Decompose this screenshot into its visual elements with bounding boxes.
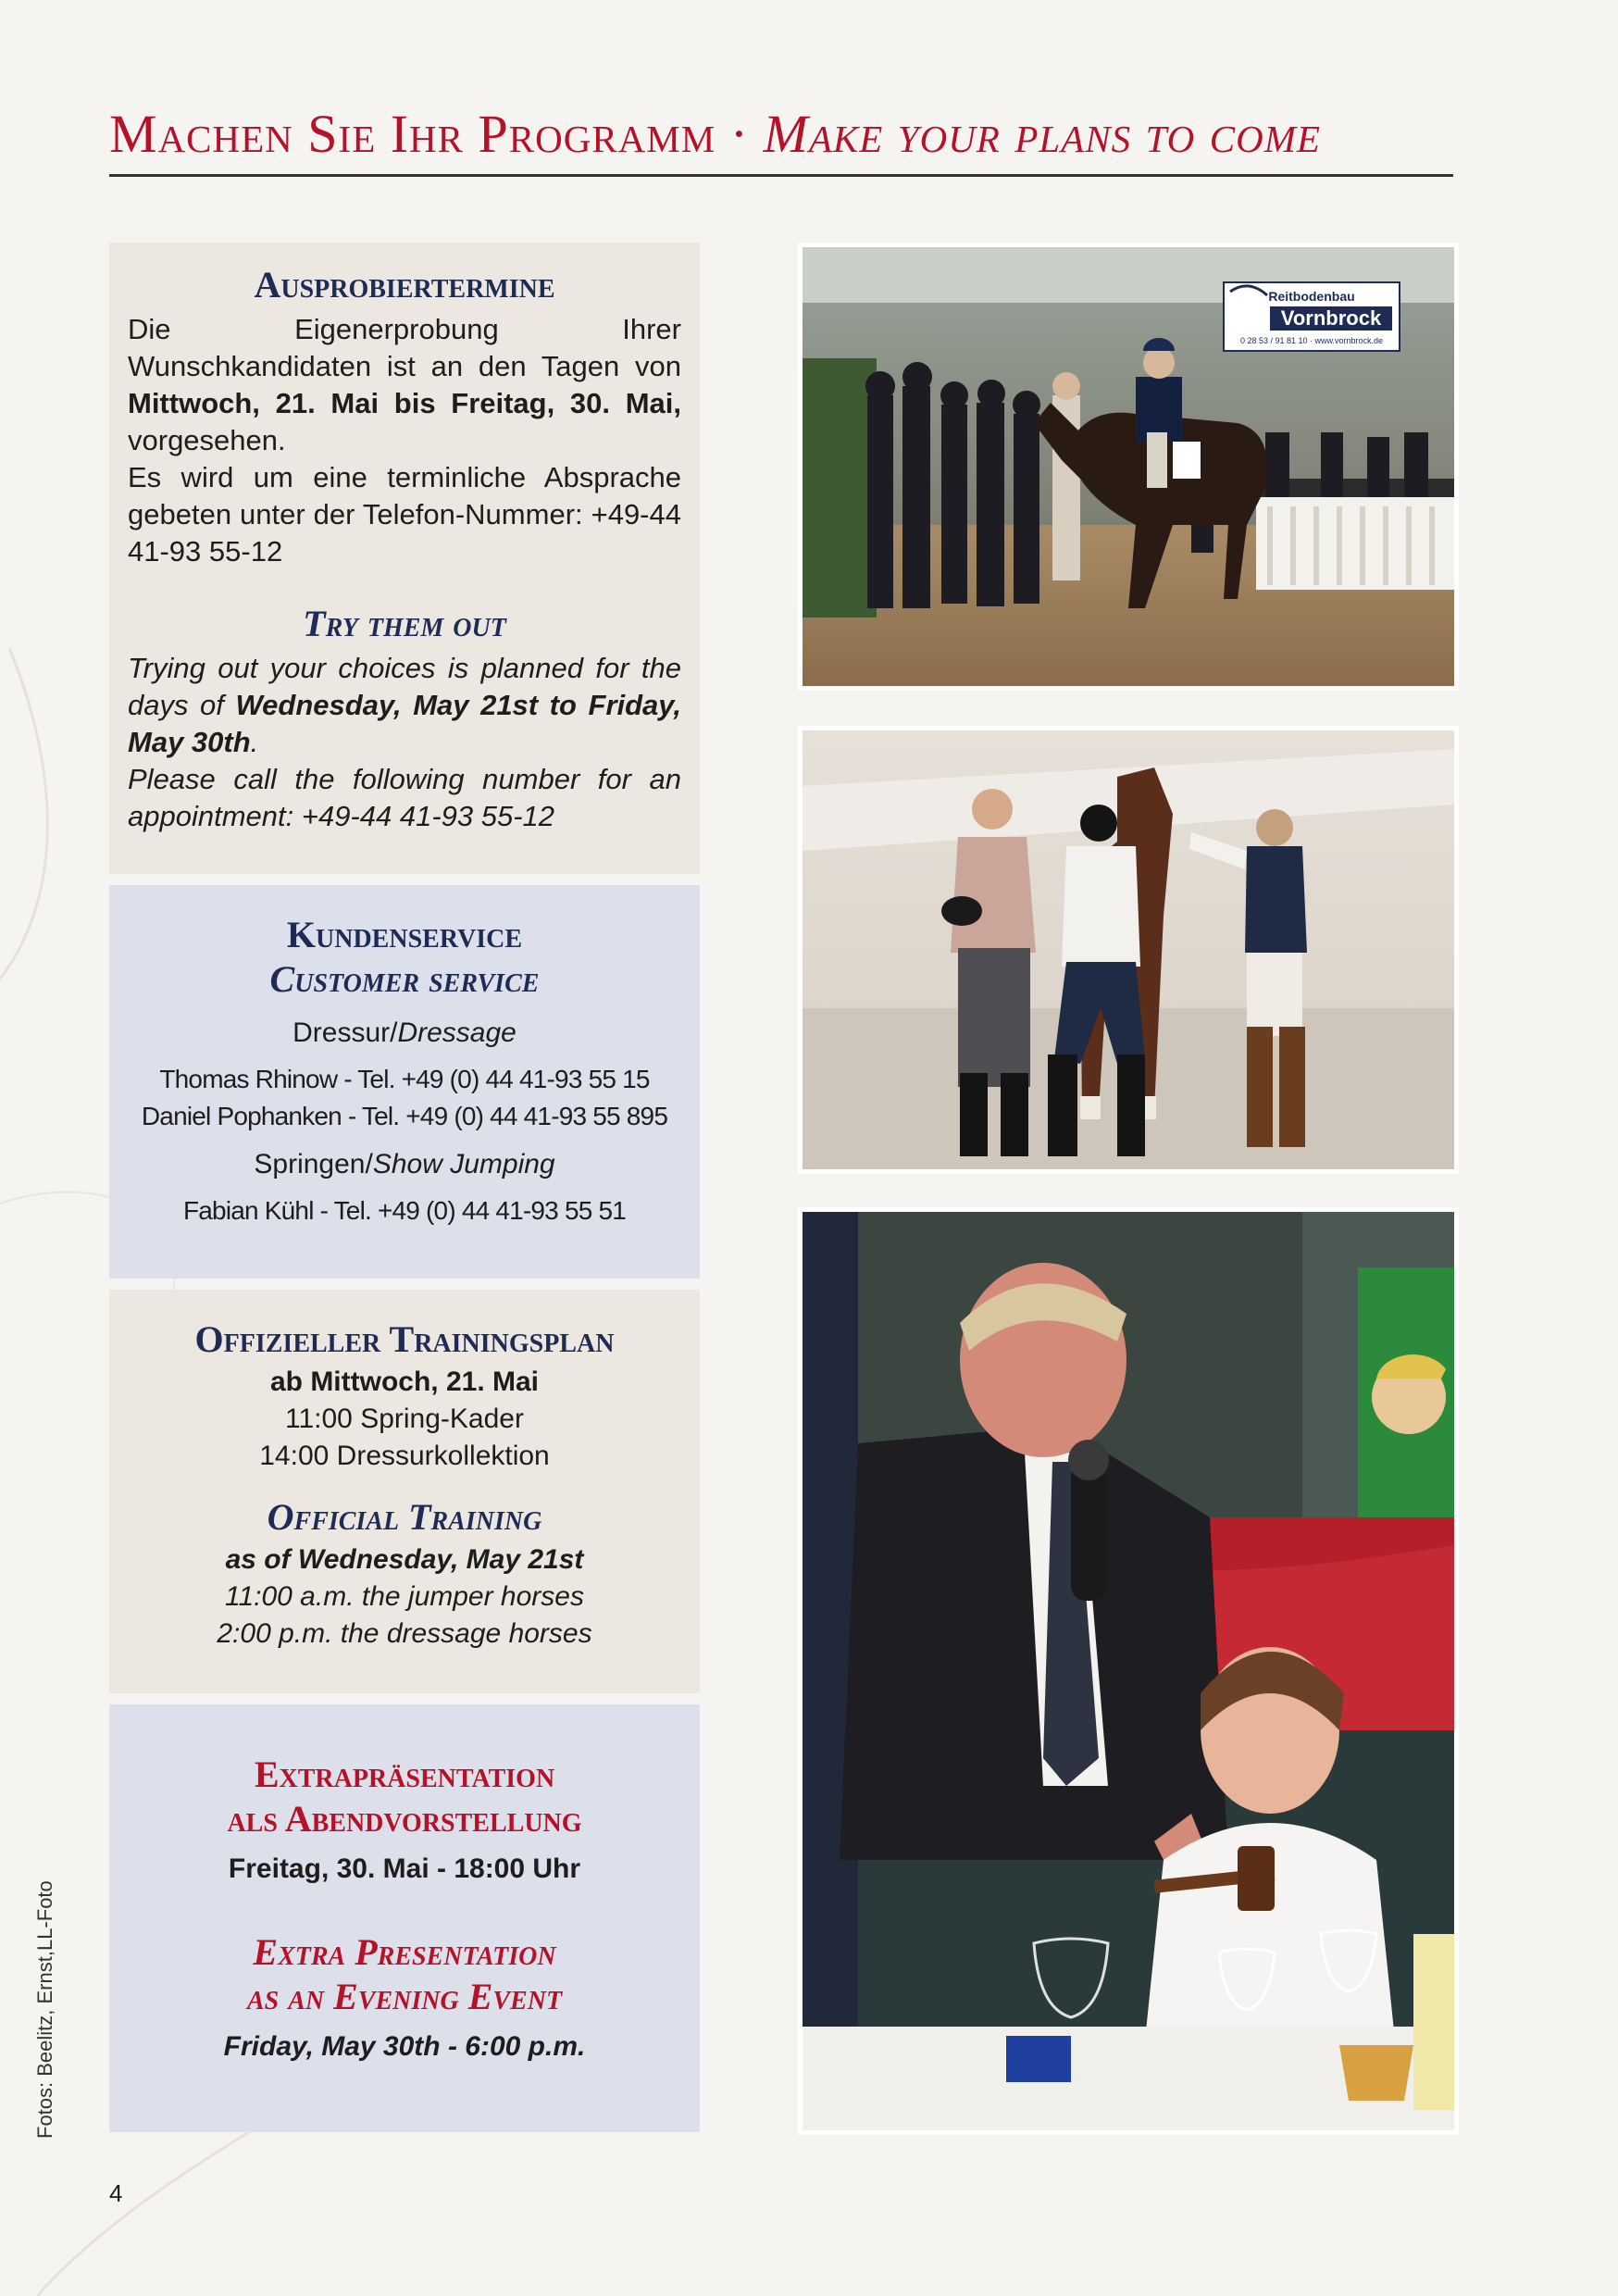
tryout-en-2: . bbox=[250, 726, 259, 758]
extra-heading-english-1: Extra Presentation bbox=[253, 1931, 556, 1973]
banner-brand-text: Vornbrock bbox=[1280, 306, 1382, 330]
training-heading-german: Offizieller Trainingsplan bbox=[194, 1318, 615, 1360]
photo-riding-hall bbox=[798, 243, 1459, 691]
training-date-german: ab Mittwoch, 21. Mai bbox=[269, 1366, 540, 1397]
training-line-english-2: 2:00 p.m. the dressage horses bbox=[217, 1618, 592, 1649]
dressage-label-english: Dressage bbox=[397, 1017, 517, 1048]
training-line-german-2: 14:00 Dressurkollektion bbox=[259, 1441, 550, 1471]
tryout-text-english bbox=[128, 650, 681, 761]
service-heading-english: Customer service bbox=[269, 958, 540, 1000]
tryout-text-1: Die Eigenerprobung Ihrer Wunschkandidaten ist an den Tagen von bbox=[128, 313, 681, 382]
page-header bbox=[109, 100, 1453, 177]
training-date-english: as of Wednesday, May 21st bbox=[225, 1544, 584, 1575]
jumping-label-german: Springen/ bbox=[254, 1149, 373, 1179]
tryout-phone-german: Es wird um eine terminliche Absprache gebeten unter der Telefon-Nummer: +49-44 41-93 55-12 bbox=[128, 461, 681, 568]
extra-box bbox=[109, 1704, 700, 2132]
tryout-heading-english: Try them out bbox=[303, 603, 506, 644]
tryout-text-2: vorgesehen. bbox=[128, 424, 286, 456]
banner-top-text: Reitbodenbau bbox=[1268, 289, 1355, 304]
jumping-label-english: Show Jumping bbox=[372, 1149, 555, 1179]
training-line-english-1: 11:00 a.m. the jumper horses bbox=[225, 1581, 584, 1612]
extra-heading-german-1: Extrapräsentation bbox=[254, 1753, 555, 1795]
tryout-dates-english: Wednesday, May 21st to Friday, May 30th bbox=[128, 689, 681, 758]
extra-date-english: Friday, May 30th - 6:00 p.m. bbox=[223, 2031, 586, 2062]
contact-daniel: Daniel Pophanken - Tel. +49 (0) 44 41-93 55 895 bbox=[141, 1102, 668, 1130]
tryout-text-german bbox=[128, 311, 681, 459]
training-box bbox=[109, 1290, 700, 1693]
contact-fabian: Fabian Kühl - Tel. +49 (0) 44 41-93 55 51 bbox=[182, 1196, 627, 1225]
extra-date-german: Freitag, 30. Mai - 18:00 Uhr bbox=[228, 1853, 581, 1884]
title-german: Machen Sie Ihr Programm bbox=[109, 104, 716, 164]
title-separator: · bbox=[716, 104, 764, 164]
tryout-dates-german: Mittwoch, 21. Mai bis Freitag, 30. Mai, bbox=[128, 387, 681, 419]
training-line-german-1: 11:00 Spring-Kader bbox=[285, 1404, 524, 1434]
extra-heading-english-2: as an Evening Event bbox=[246, 1976, 563, 2017]
photo-auctioneer bbox=[798, 1207, 1459, 2135]
page-number: 4 bbox=[109, 2179, 123, 2207]
jumping-label bbox=[128, 1146, 681, 1183]
extra-heading-german-2: als Abendvorstellung bbox=[227, 1798, 582, 1840]
page-title bbox=[109, 100, 1453, 168]
tryout-phone-english: Please call the following number for an appointment: +49-44 41-93 55-12 bbox=[128, 763, 681, 832]
service-heading-german: Kundenservice bbox=[286, 914, 523, 955]
dressage-label-german: Dressur/ bbox=[292, 1017, 398, 1048]
training-heading-english: Official Training bbox=[267, 1496, 542, 1538]
title-english: Make your plans to come bbox=[763, 104, 1321, 164]
service-box bbox=[109, 885, 700, 1279]
photo-tryout-horse bbox=[798, 726, 1459, 1174]
banner bbox=[1224, 282, 1400, 351]
tryout-en-1: Trying out your choices is planned for the days of bbox=[128, 652, 681, 721]
banner-bottom-text: 0 28 53 / 91 81 10 · www.vornbrock.de bbox=[1239, 336, 1384, 345]
tryout-heading-german: Ausprobiertermine bbox=[254, 264, 555, 306]
dressage-label bbox=[128, 1015, 681, 1052]
photo-credit: Fotos: Beelitz, Ernst,LL-Foto bbox=[33, 1880, 56, 2139]
tryout-box bbox=[109, 243, 700, 874]
contact-thomas: Thomas Rhinow - Tel. +49 (0) 44 41-93 55 15 bbox=[159, 1065, 650, 1093]
